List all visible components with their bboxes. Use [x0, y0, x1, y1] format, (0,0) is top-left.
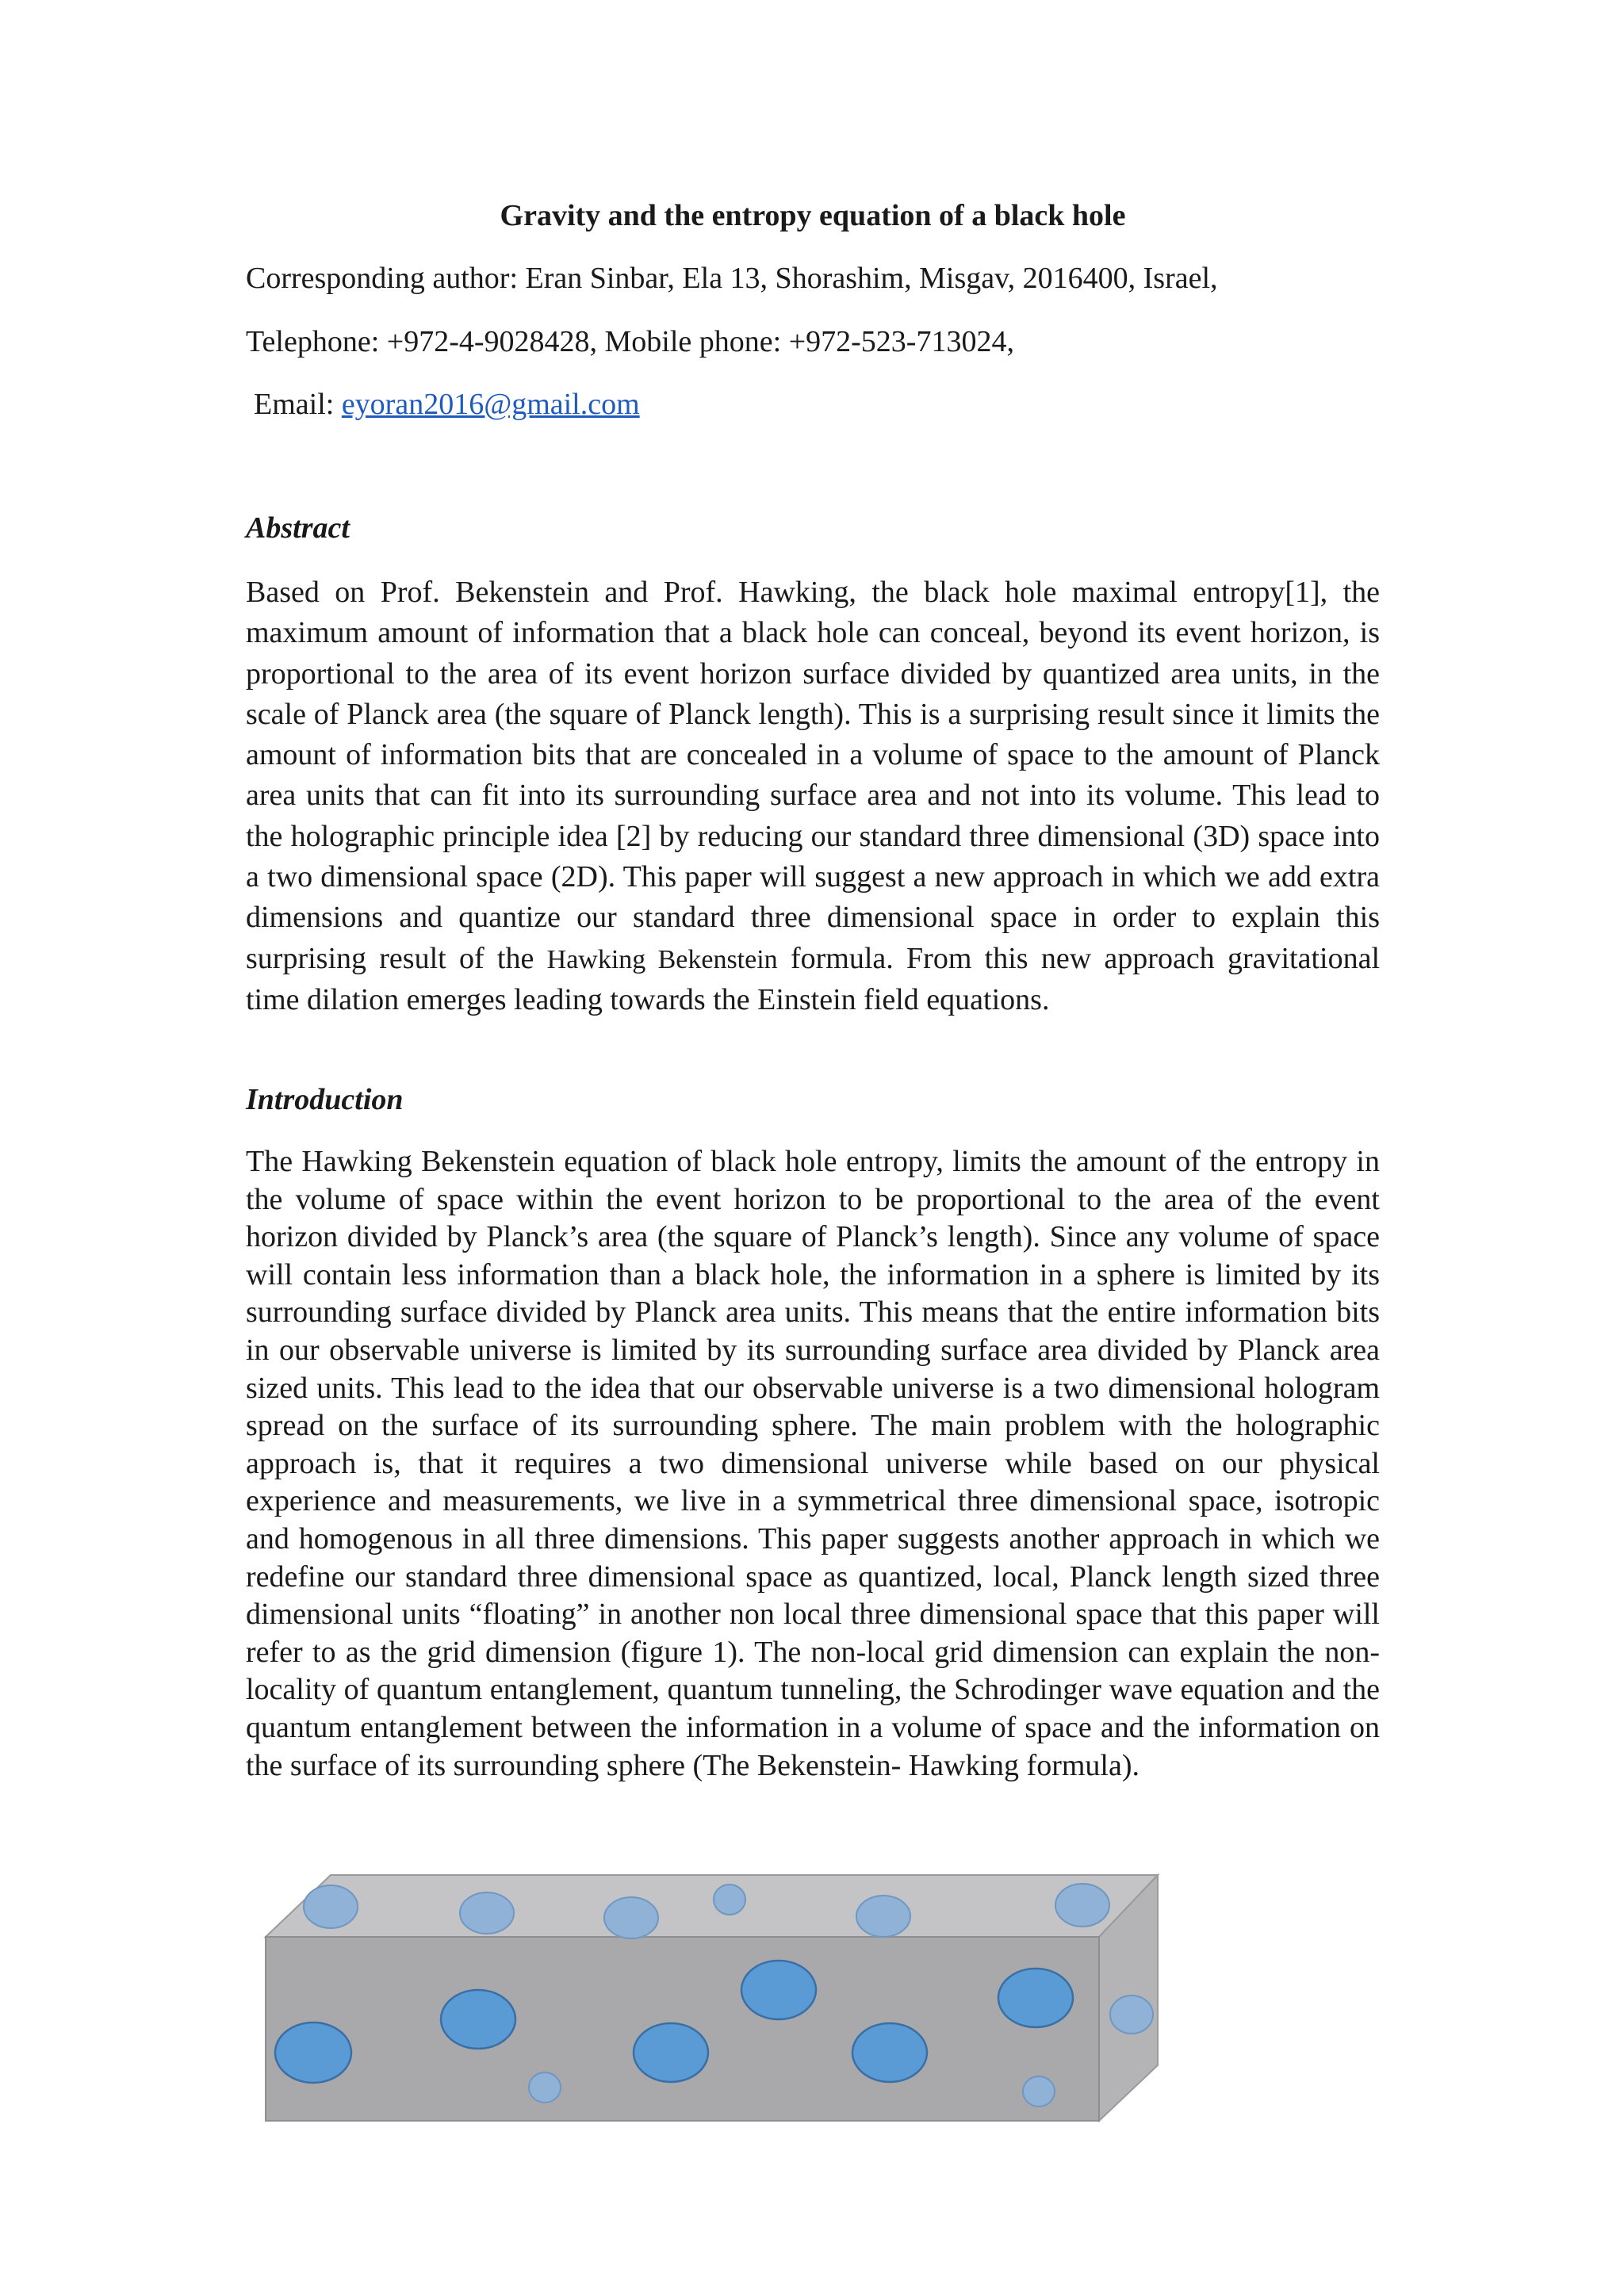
abstract-heading: Abstract: [246, 511, 350, 545]
abstract-text-part1: Based on Prof. Bekenstein and Prof. Hawking, the black hole maximal entropy[1], the maximum amount of information that a black hole can conceal, beyond its event horizon, is proportional to the area of its event horizon surface divided by quantized area units, in the scale of Planck area (the square of Planck length). This is a surprising result since it limits the amount of information bits that are concealed in a volume of space to the amount of Planck area units that can fit into its surrounding surface area and not into its volume. This lead to the holographic principle idea [2] by reducing our standard three dimensional (3D) space into a two dimensional space (2D). This paper will suggest a new approach in which we add extra dimensions and quantize our standard three dimensional space in order to explain this surprising result of the: [246, 576, 1380, 975]
introduction-paragraph: The Hawking Bekenstein equation of black hole entropy, limits the amount of the entropy in the volume of space within the event horizon to be proportional to the area of the event horizon divided by Planck’s area (the square of Planck’s length). Since any volume of space will contain less information than a black hole, the information in a sphere is limited by its surrounding surface divided by Planck area units. This means that the entire information bits in our observable universe is limited by its surrounding surface area divided by Planck area sized units. This lead to the idea that our observable universe is a two dimensional hologram spread on the surface of its surrounding sphere. The main problem with the holographic approach is, that it requires a two dimensional universe while based on our physical experience and measurements, we live in a symmetrical three dimensional space, isotropic and homogenous in all three dimensions. This paper suggests another approach in which we redefine our standard three dimensional space as quantized, local, Planck length sized three dimensional units “floating” in another non local three dimensional space that this paper will refer to as the grid dimension (figure 1). The non-local grid dimension can explain the non-locality of quantum entanglement, quantum tunneling, the Schrodinger wave equation and the quantum entanglement between the information in a volume of space and the information on the surface of its surrounding sphere (The Bekenstein- Hawking formula).: [246, 1145, 1380, 1782]
figure-box-top-face: [266, 1875, 1158, 1937]
figure-top-sphere: [604, 1897, 658, 1938]
figure-small-sphere: [1023, 2076, 1055, 2107]
figure-grid-dimension: [254, 1867, 1174, 2129]
figure-front-sphere: [998, 1969, 1073, 2027]
figure-top-sphere: [304, 1885, 358, 1928]
figure-top-sphere: [460, 1892, 514, 1934]
figure-front-sphere: [275, 2022, 351, 2083]
figure-top-sphere: [714, 1885, 745, 1915]
figure-top-sphere: [856, 1896, 910, 1937]
email-label: Email:: [254, 388, 342, 421]
email-line: [254, 385, 640, 423]
abstract-text-part2: formula. From this new approach gravitational time dilation emerges leading towards the Einstein field equations.: [246, 941, 1381, 1016]
figure-front-sphere: [741, 1961, 816, 2019]
figure-front-sphere: [852, 2023, 927, 2082]
figure-front-sphere: [634, 2023, 708, 2082]
phone-line: Telephone: +972-4-9028428, Mobile phone: +972-523-713024,: [246, 325, 1014, 358]
email-link[interactable]: eyoran2016@gmail.com: [341, 388, 640, 421]
figure-side-sphere: [1110, 1996, 1153, 2034]
figure-front-sphere: [441, 1990, 515, 2049]
abstract-paragraph: [246, 572, 1380, 1020]
introduction-heading: Introduction: [246, 1083, 404, 1116]
figure-small-sphere: [529, 2072, 561, 2103]
figure-top-sphere: [1055, 1884, 1109, 1927]
abstract-formula-name: Hawking Bekenstein: [546, 944, 778, 974]
paper-title: Gravity and the entropy equation of a black hole: [500, 199, 1126, 232]
author-line: Corresponding author: Eran Sinbar, Ela 13, Shorashim, Misgav, 2016400, Israel,: [246, 262, 1218, 295]
